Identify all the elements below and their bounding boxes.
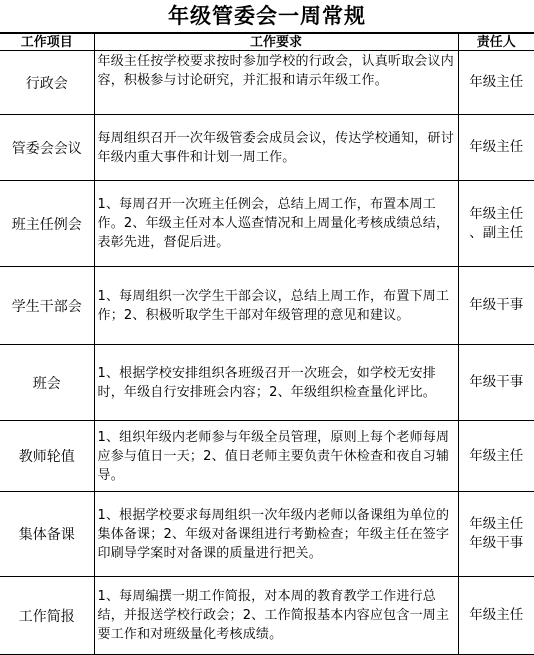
row-owner (458, 492, 534, 577)
owner-line: 年级主任 (469, 74, 524, 90)
owner-line: 年级主任 (469, 139, 524, 155)
row-requirement: 1、根据学校安排组织各班级召开一次班会，如学校无安排时，年级自行安排班会内容；2、年级组织检查量化评比。 (94, 345, 458, 421)
row-owner (458, 577, 534, 655)
row-requirement: 1、每周编撰一期工作简报，对本周的教育教学工作进行总结，并报送学校行政会；2、工作简报基本内容应包含一周主要工作和对班级量化考核成绩。 (94, 577, 458, 655)
table-row (0, 267, 534, 345)
row-requirement: 1、每周召开一次班主任例会，总结上周工作，布置本周工作。2、年级主任对本人巡查情况和上周量化考核成绩总结，表彰先进，督促后进。 (94, 181, 458, 267)
table-row (0, 577, 534, 655)
row-owner (458, 115, 534, 181)
owner-line: 年级主任 (469, 205, 524, 222)
table-row (0, 115, 534, 181)
header-owner: 责任人 (458, 34, 534, 51)
row-item: 行政会 (0, 51, 94, 115)
row-requirement: 1、根据学校要求每周组织一次年级内老师以备课组为单位的集体备课；2、年级对备课组进行考勤检查；年级主任在签字印刷导学案时对备课的质量进行把关。 (94, 492, 458, 577)
row-item: 管委会会议 (0, 115, 94, 181)
owner-line: 年级干事 (469, 374, 524, 390)
row-item: 教师轮值 (0, 421, 94, 492)
row-requirement: 1、组织年级内老师参与年级全员管理，原则上每个老师每周应参与值日一天；2、值日老师主要负责午休检查和夜自习辅导。 (94, 421, 458, 492)
row-item: 班主任例会 (0, 181, 94, 267)
owner-line: 、副主任 (469, 224, 524, 241)
row-requirement: 年级主任按学校要求按时参加学校的行政会，认真听取会议内容，积极参与讨论研究，并汇报和请示年级工作。 (94, 51, 458, 115)
row-item: 集体备课 (0, 492, 94, 577)
table-row (0, 492, 534, 577)
table-row (0, 181, 534, 267)
owner-line: 年级干事 (469, 535, 524, 551)
row-item: 班会 (0, 345, 94, 421)
row-owner (458, 51, 534, 115)
header-row (0, 34, 534, 51)
header-item: 工作项目 (0, 34, 94, 51)
schedule-table (0, 33, 534, 655)
header-requirement: 工作要求 (94, 34, 458, 51)
row-owner (458, 421, 534, 492)
row-requirement: 每周组织召开一次年级管委会成员会议，传达学校通知，研讨年级内重大事件和计划一周工作。 (94, 115, 458, 181)
page-title: 年级管委会一周常规 (0, 0, 534, 33)
row-item: 工作简报 (0, 577, 94, 655)
table-row (0, 421, 534, 492)
owner-line: 年级主任 (469, 516, 524, 532)
row-owner (458, 267, 534, 345)
row-owner (458, 181, 534, 267)
owner-line: 年级干事 (469, 297, 524, 313)
owner-line: 年级主任 (469, 607, 524, 623)
owner-line: 年级主任 (469, 447, 524, 464)
row-item: 学生干部会 (0, 267, 94, 345)
row-requirement: 1、每周组织一次学生干部会议，总结上周工作，布置下周工作；2、积极听取学生干部对年级管理的意见和建议。 (94, 267, 458, 345)
row-owner (458, 345, 534, 421)
table-row (0, 51, 534, 115)
table-row (0, 345, 534, 421)
